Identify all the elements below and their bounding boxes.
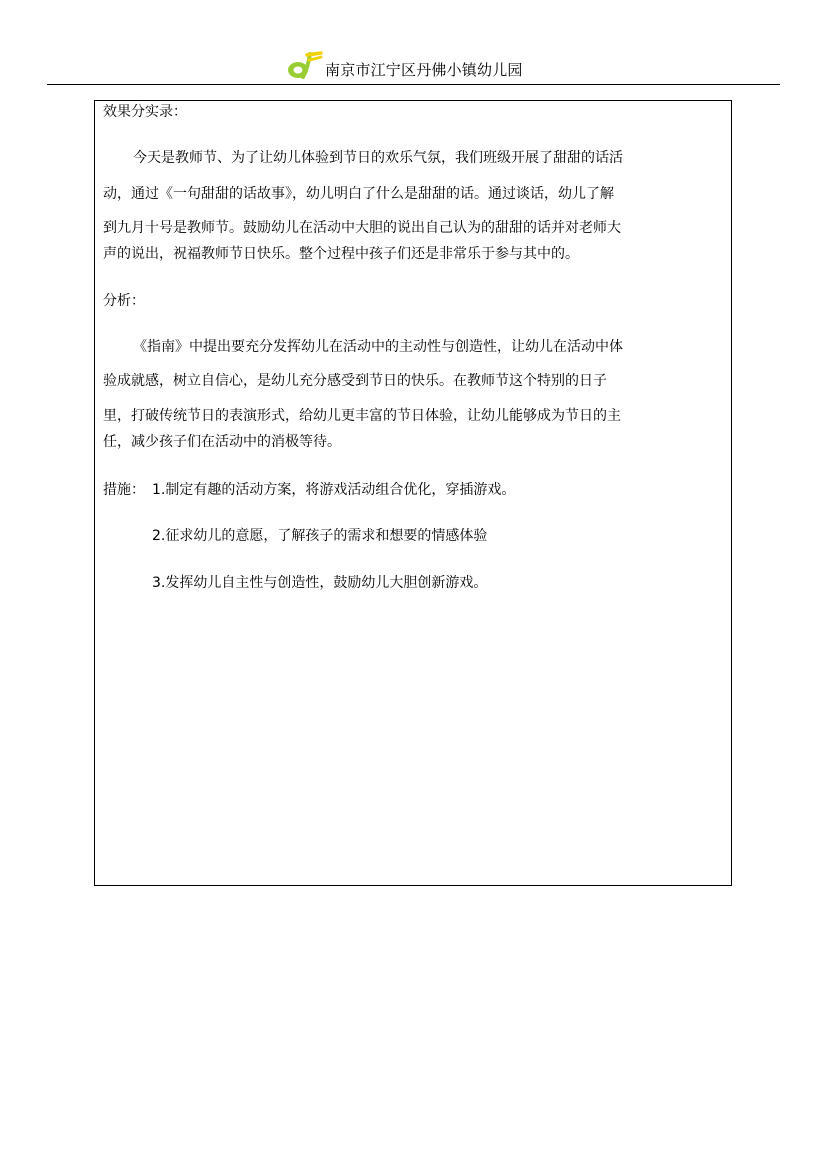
- analysis-line: 任，减少孩子们在活动中的消极等待。: [103, 434, 341, 450]
- kindergarten-name: 南京市江宁区丹佛小镇幼儿园: [325, 61, 523, 79]
- analysis-line: 验成就感，树立自信心，是幼儿充分感受到节日的快乐。在教师节这个特别的日子: [103, 373, 607, 389]
- measure-item: 1.制定有趣的活动方案，将游戏活动组合优化，穿插游戏。: [152, 482, 516, 498]
- measure-item: 3.发挥幼儿自主性与创造性，鼓励幼儿大胆创新游戏。: [152, 575, 488, 591]
- effect-line: 声的说出，祝福教师节日快乐。整个过程中孩子们还是非常乐于参与其中的。: [103, 246, 579, 262]
- kindergarten-logo-icon: [285, 51, 323, 81]
- effect-heading: 效果分实录：: [103, 104, 187, 120]
- header-divider: [47, 84, 780, 85]
- measures-label: 措施：: [103, 482, 145, 498]
- page-header: [0, 46, 827, 86]
- analysis-line: 《指南》中提出要充分发挥幼儿在活动中的主动性与创造性，让幼儿在活动中体: [133, 339, 623, 355]
- effect-line: 到九月十号是教师节。鼓励幼儿在活动中大胆的说出自己认为的甜甜的话并对老师大: [103, 220, 621, 236]
- measure-item: 2.征求幼儿的意愿，了解孩子的需求和想要的情感体验: [152, 528, 488, 544]
- effect-line: 动，通过《一句甜甜的话故事》，幼儿明白了什么是甜甜的话。通过谈话，幼儿了解: [103, 186, 614, 202]
- record-content-box: [94, 100, 732, 886]
- analysis-heading: 分析：: [103, 293, 145, 309]
- analysis-line: 里，打破传统节日的表演形式，给幼儿更丰富的节日体验，让幼儿能够成为节日的主: [103, 408, 621, 424]
- effect-line: 今天是教师节、为了让幼儿体验到节日的欢乐气氛，我们班级开展了甜甜的话活: [133, 150, 623, 166]
